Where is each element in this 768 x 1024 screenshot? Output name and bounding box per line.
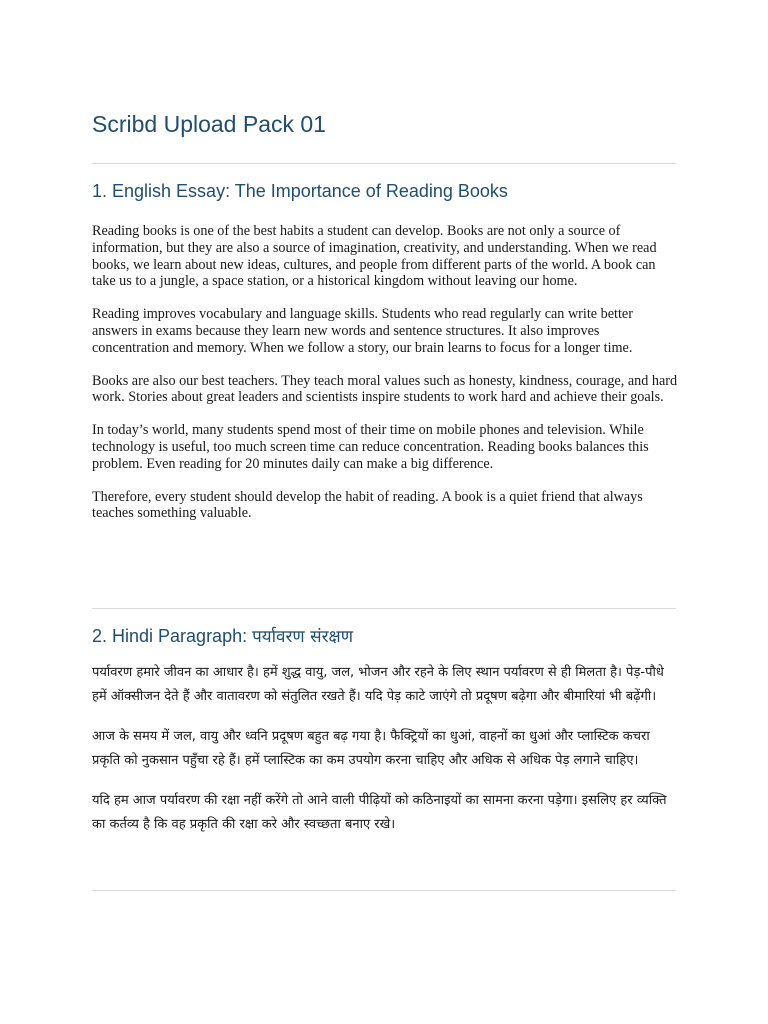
divider-rule bbox=[92, 163, 676, 164]
heading-prefix: 2. Hindi Paragraph: bbox=[92, 626, 253, 646]
section-heading-english-essay: 1. English Essay: The Importance of Reading Books bbox=[92, 181, 508, 201]
essay-paragraph: Therefore, every student should develop the habit of reading. A book is a quiet friend that always teaches something valuable. bbox=[92, 488, 643, 522]
section-heading-hindi-paragraph bbox=[92, 623, 353, 650]
hindi-paragraph: यदि हम आज पर्यावरण की रक्षा नहीं करेंगे तो आने वाली पीढ़ियों को कठिनाइयों का सामना करना पड़ेगा। इसलिए हर व्यक्ति का कर्तव्य है कि वह प्रकृति की रक्षा करे और स्वच्छता बनाए रखे। bbox=[92, 793, 667, 832]
essay-paragraph: Books are also our best teachers. They teach moral values such as honesty, kindness, courage, and hard work. Stories about great leaders and scientists inspire students to work hard and achieve their goals. bbox=[92, 372, 678, 406]
divider-rule bbox=[92, 608, 676, 609]
english-essay-body bbox=[92, 223, 680, 538]
hindi-paragraph: आज के समय में जल, वायु और ध्वनि प्रदूषण बहुत बढ़ गया है। फैक्ट्रियों का धुआं, वाहनों का धुआं और प्लास्टिक कचरा प्रकृति को नुकसान पहुँचा रहे हैं। हमें प्लास्टिक का कम उपयोग करना चाहिए और अधिक से अधिक पेड़ लगाने चाहिए। bbox=[92, 729, 650, 768]
divider-rule bbox=[92, 890, 676, 891]
essay-paragraph: In today’s world, many students spend most of their time on mobile phones and television. While technology is useful, too much screen time can reduce concentration. Reading books balances this problem. Even reading for 20 minutes daily can make a big difference. bbox=[92, 422, 649, 472]
essay-paragraph: Reading improves vocabulary and language skills. Students who read regularly can write better answers in exams because they learn new words and sentence structures. It also improves concentration and memory. When we follow a story, our brain learns to focus for a longer time. bbox=[92, 306, 633, 356]
hindi-paragraph-body bbox=[92, 661, 680, 853]
hindi-paragraph: पर्यावरण हमारे जीवन का आधार है। हमें शुद्ध वायु, जल, भोजन और रहने के लिए स्थान पर्यावरण से ही मिलता है। पेड़-पौधे हमें ऑक्सीजन देते हैं और वातावरण को संतुलित रखते हैं। यदि पेड़ काटे जाएंगे तो प्रदूषण बढ़ेगा और बीमारियां भी बढ़ेंगी। bbox=[92, 665, 664, 704]
heading-hindi-title: पर्यावरण संरक्षण bbox=[252, 627, 354, 647]
essay-paragraph: Reading books is one of the best habits a student can develop. Books are not only a source of information, but they are also a source of imagination, creativity, and understanding. When we read books, we learn about new ideas, cultures, and people from different parts of the world. A book can take us to a jungle, a space station, or a historical kingdom without leaving our home. bbox=[92, 223, 657, 290]
page-title: Scribd Upload Pack 01 bbox=[92, 111, 326, 137]
